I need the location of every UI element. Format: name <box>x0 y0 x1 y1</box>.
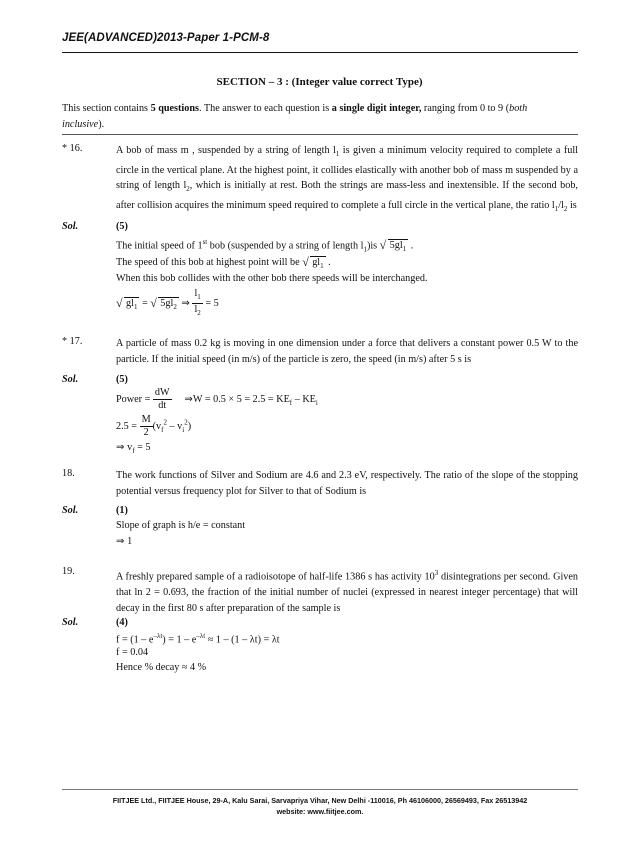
footer-rule <box>62 789 578 790</box>
answer: (1) <box>116 505 128 516</box>
question-number: * 16. <box>62 143 83 154</box>
answer: (5) <box>116 221 128 232</box>
solution-line: Hence % decay ≈ 4 % <box>116 662 207 673</box>
header-rule <box>62 52 578 53</box>
answer: (4) <box>116 617 128 628</box>
intro-rule <box>62 134 578 135</box>
question-number: 18. <box>62 468 75 479</box>
solution-equation: Power = $\frac{dW}{dt}$ ⇒W = $0.5 \times 5 = 2.5 = KE_f - KE_i$ <box>116 387 318 411</box>
section-title: SECTION – 3 : (Integer value correct Type) <box>216 76 423 88</box>
solution-line: The speed of this bob at highest point will be √ $gl_1$ . <box>116 256 331 270</box>
page-header: JEE(ADVANCED)2013-Paper 1-PCM-8 <box>62 32 270 44</box>
solution-line: ⇒ 1 <box>116 536 133 547</box>
fraction: $\frac{M}{2}$ <box>141 414 151 438</box>
question-text: The work functions of Silver and Sodium are 4.6 and 2.3 eV, respectively. The ratio of the slope of the stopping potential versus frequency plot for Silver to that of Sodium is <box>116 470 578 497</box>
solution-label: Sol. <box>62 374 79 385</box>
question-text: A bob of mass m , suspended by a string of length $l_1$ is given a minimum velocity required to complete a full circle in the vertical plane. At the highest point, it collides elastically with another bob of mass m suspended by a string of length $l_2$, which is initially at rest. Both the strings are mass-less and inextensible. If the second bob, after collision acquires the minimum speed required to complete a full circle in the vertical plane, the ratio $l_1/l_2$ is <box>116 145 579 213</box>
question-text: A freshly prepared sample of a radioisotope of half-life 1386 s has activity $10^3$ disintegrations per second. Given that ln 2 = 0.693, the fraction of the initial number of nuclei (expressed in nearest integer percentage) that will decay in the first 80 s after preparation of the sample is <box>116 569 578 614</box>
sqrt-expression: √ $gl_1$ <box>310 256 325 270</box>
solution-line: ⇒ $v_f = 5$ <box>116 442 151 456</box>
section-intro: This section contains 5 questions. The answer to each question is a single digit integer, ranging from 0 to 9 (both inclusive). <box>62 103 528 130</box>
answer: (5) <box>116 374 128 385</box>
sqrt-expression: √ $5gl_2$ <box>158 297 179 311</box>
sqrt-expression: √ $5gl_1$ <box>388 239 409 253</box>
page-footer <box>62 795 578 817</box>
question-number: * 17. <box>62 336 83 347</box>
footer-address: FIITJEE Ltd., FIITJEE House, 29-A, Kalu Sarai, Sarvapriya Vihar, New Delhi -110016, Ph 46106000, 26569493, Fax 26513942 <box>112 796 528 805</box>
solution-equation: 2.5 = $\frac{M}{2}$ $(v_f^2 - v_i^2)$ <box>116 414 192 438</box>
solution-equation: $f = (1 - e^{-\lambda t}) = 1 - e^{-\lambda t} \approx 1 - (1 - \lambda t) = \lambda t$ <box>116 632 280 646</box>
solution-equation: √ $gl_1$ = √ $5gl_2$ ⇒ $\frac{l_1}{l_2}$ = 5 <box>116 288 219 319</box>
question-text: A particle of mass 0.2 kg is moving in one dimension under a force that delivers a constant power 0.5 W to the particle. If the initial speed (in m/s) of the particle is zero, the speed (in m/s) after 5 s is <box>116 338 578 365</box>
fraction: $\frac{dW}{dt}$ <box>154 387 170 411</box>
question-number: 19. <box>62 566 75 577</box>
sqrt-expression: √ $gl_1$ <box>124 297 139 311</box>
solution-label: Sol. <box>62 505 79 516</box>
solution-line: When this bob collides with the other bob there speeds will be interchanged. <box>116 273 428 284</box>
footer-website: website: www.fiitjee.com. <box>276 807 364 816</box>
fraction: $\frac{l_1}{l_2}$ <box>194 288 201 318</box>
solution-label: Sol. <box>62 617 79 628</box>
solution-line: The initial speed of 1st bob (suspended by a string of length $l_1)is$ √ $5gl_1$ . <box>116 238 413 253</box>
solution-label: Sol. <box>62 221 79 232</box>
solution-line: f = 0.04 <box>116 647 149 658</box>
solution-line: Slope of graph is h/e = constant <box>116 520 246 531</box>
